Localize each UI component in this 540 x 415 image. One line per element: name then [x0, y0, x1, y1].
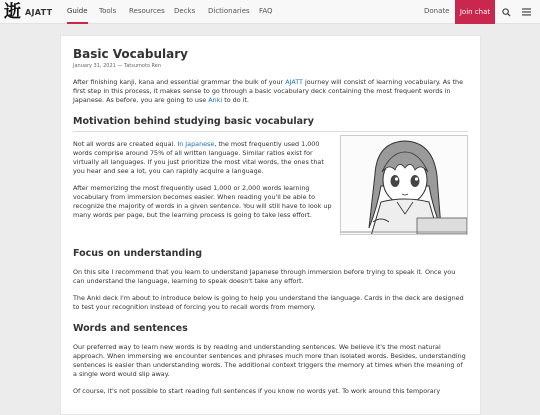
nav-decks[interactable]: Decks	[174, 7, 196, 15]
nav-guide[interactable]: Guide	[67, 0, 88, 24]
section-heading-words: Words and sentences	[73, 323, 188, 334]
hamburger-icon[interactable]	[518, 0, 534, 24]
nav-resources[interactable]: Resources	[129, 7, 165, 15]
join-chat-button[interactable]: Join chat	[455, 0, 495, 24]
section-heading-focus: Focus on understanding	[73, 248, 203, 259]
donate-link[interactable]: Donate	[424, 7, 450, 15]
manga-illustration	[340, 135, 468, 235]
post-meta: January 31, 2021 — Tatsumoto Ren	[73, 63, 162, 69]
article-card	[60, 35, 481, 415]
page-title: Basic Vocabulary	[73, 47, 188, 61]
words-paragraph-2: Of course, it's not possible to start reading full sentences if you know no words yet. To work around this temporary	[73, 387, 441, 395]
brand-link[interactable]	[4, 1, 52, 23]
motivation-paragraph-2: After memorizing the most frequently used 1,000 or 2,000 words learning vocabulary from immersion becomes easier. When reading you'll be able to recognize the majority of words in a given sentence. You will still have to look up many words per page, but the learning process is going to take less effort.	[73, 184, 332, 219]
ajatt-link[interactable]: AJATT	[285, 78, 303, 86]
focus-paragraph-2: The Anki deck I'm about to introduce below is going to help you understand the language. Cards in the deck are designed to test your recognition instead of forcing you to recall words from memory.	[73, 294, 464, 311]
nav-faq[interactable]: FAQ	[259, 7, 273, 15]
top-navbar	[0, 0, 540, 24]
search-icon[interactable]	[498, 0, 514, 24]
focus-paragraph-1: On this site I recommend that you learn to understand Japanese through immersion before trying to speak it. Once you can understand the language, learning to speak doesn't take any effort.	[73, 268, 456, 285]
nav-dictionaries[interactable]: Dictionaries	[208, 7, 250, 15]
in-japanese-link[interactable]: In Japanese	[177, 140, 215, 148]
motivation-paragraph-1: Not all words are created equal. In Japanese, the most frequently used 1,000 words comprise around 75% of all written language. Similar ratios exist for virtually all languages. If you just prioritize the most vital words, the ones that you hear and see a lot, you can rapidly acquire a language.	[73, 140, 324, 175]
nav-tools[interactable]: Tools	[99, 7, 117, 15]
logo-icon: 逝	[4, 2, 21, 22]
brand-name: AJATT	[25, 7, 53, 17]
anki-link[interactable]: Anki	[208, 96, 223, 104]
section-heading-motivation: Motivation behind studying basic vocabulary	[73, 115, 468, 132]
intro-paragraph: After finishing kanji, kana and essential grammar the bulk of your AJATT journey will consist of learning vocabulary. As the first step in this process, it makes sense to go through a basic vocabulary deck containing the most frequent words in Japanese. As before, you are going to use Anki to do it.	[73, 78, 464, 104]
words-paragraph-1: Our preferred way to learn new words is by reading and understanding sentences. We believe it's the most natural approach. When immersing we encounter sentences and phrases much more than isolated words. Besides, understanding sentences is easier than understanding words. The additional context triggers the memory at times when the meaning of a single word would slip away.	[73, 343, 466, 378]
